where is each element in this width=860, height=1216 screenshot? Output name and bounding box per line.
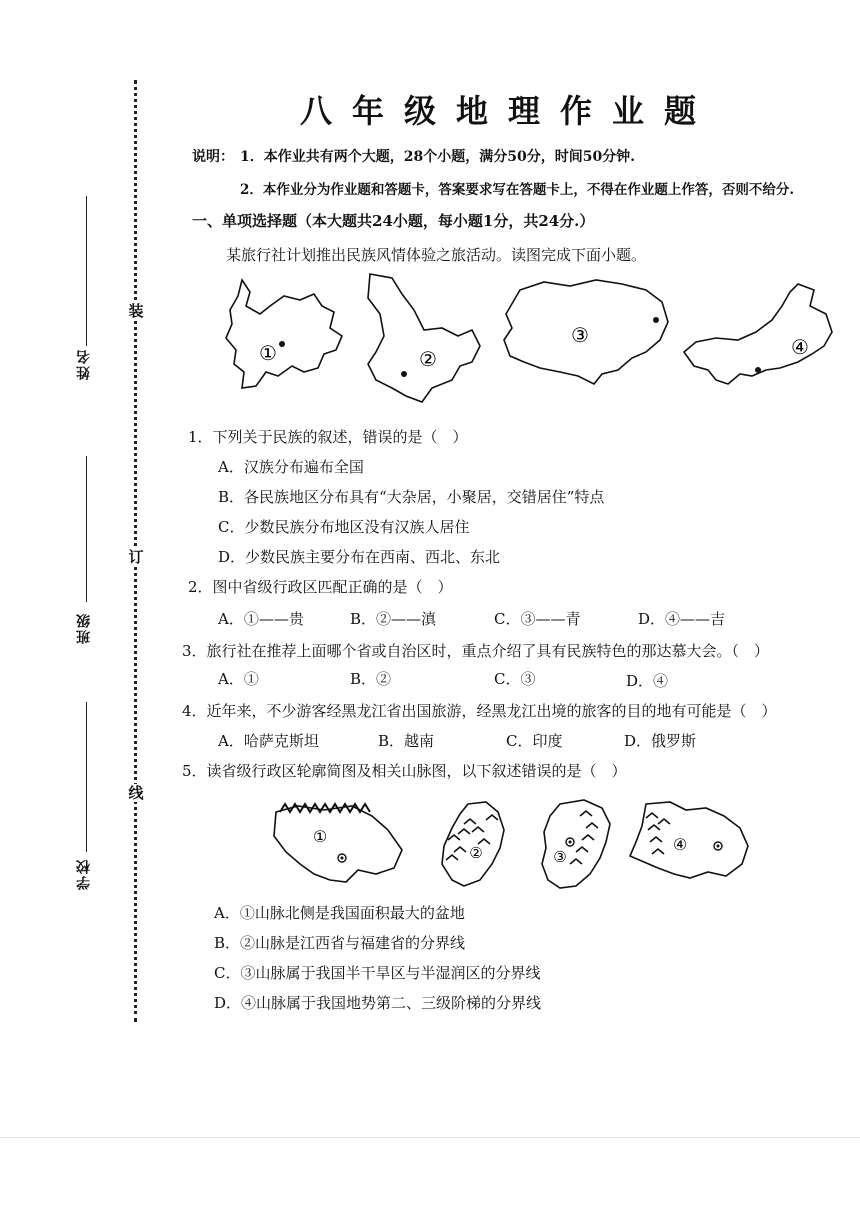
map1-label-3: ③ — [571, 323, 589, 347]
question-1-option-c: C．少数民族分布地区没有汉族人居住 — [218, 518, 470, 536]
question-2-option-b: B．②——滇 — [350, 610, 437, 628]
map2-label-1: ① — [312, 827, 328, 846]
map1-label-2: ② — [419, 347, 437, 371]
question-2-option-d: D．④——吉 — [638, 610, 726, 628]
question-2-stem: 2．图中省级行政区匹配正确的是（ ） — [188, 578, 453, 596]
question-4-option-c: C．印度 — [506, 732, 563, 750]
question-3-option-b: B．② — [350, 670, 392, 688]
province-mountain-2-map — [434, 800, 514, 888]
province-mountain-1-map — [268, 794, 408, 886]
name-field-label: 姓名 — [76, 348, 92, 380]
question-5-stem: 5．读省级行政区轮廓简图及相关山脉图，以下叙述错误的是（ ） — [182, 762, 627, 780]
question-3-stem: 3．旅行社在推荐上面哪个省或自治区时，重点介绍了具有民族特色的那达慕大会。（ ） — [182, 642, 770, 660]
question-4-option-d: D．俄罗斯 — [624, 732, 697, 750]
instructions-line-2: 2．本作业分为作业题和答题卡，答案要求写在答题卡上，不得在作业题上作答，否则不给分. — [240, 182, 795, 198]
province-outline-4-map — [680, 280, 840, 388]
instructions-prefix: 说明： — [192, 149, 234, 165]
question-3-option-c: C．③ — [494, 670, 536, 688]
school-field-label: 学校 — [76, 858, 92, 890]
province-outline-1-map — [222, 276, 352, 401]
province-outline-2-map — [362, 270, 492, 405]
question-1-option-a: A．汉族分布遍布全国 — [218, 458, 364, 476]
instructions-line-1: 1．本作业共有两个大题，28个小题，满分50分，时间50分钟. — [240, 149, 636, 165]
province-mountain-4-map — [626, 798, 754, 884]
question-3-option-a: A．① — [218, 670, 259, 688]
section-heading: 一、单项选择题（本大题共24小题，每小题1分，共24分.） — [192, 212, 595, 230]
question-2-option-c: C．③——青 — [494, 610, 581, 628]
question-1-option-d: D．少数民族主要分布在西南、西北、东北 — [218, 548, 501, 566]
question-4-option-b: B．越南 — [378, 732, 435, 750]
map2-label-3: ③ — [553, 848, 567, 866]
binding-word-ding: 订 — [124, 548, 148, 566]
question-5-option-c: C．③山脉属于我国半干旱区与半湿润区的分界线 — [214, 964, 541, 982]
school-blank-line — [86, 702, 87, 852]
question-4-option-a: A．哈萨克斯坦 — [218, 732, 319, 750]
province-mountain-3-map — [536, 796, 616, 892]
section-intro: 某旅行社计划推出民族风情体验之旅活动。读图完成下面小题。 — [226, 246, 647, 264]
question-1-stem: 1．下列关于民族的叙述，错误的是（ ） — [188, 428, 468, 446]
question-1-option-b: B．各民族地区分布具有“大杂居，小聚居，交错居住”特点 — [218, 488, 605, 506]
page-bottom-divider — [0, 1137, 860, 1138]
class-blank-line — [86, 456, 87, 602]
question-5-option-b: B．②山脉是江西省与福建省的分界线 — [214, 934, 466, 952]
map2-label-4: ④ — [672, 835, 688, 854]
name-blank-line — [86, 196, 87, 346]
map1-label-4: ④ — [791, 335, 809, 359]
question-5-option-a: A．①山脉北侧是我国面积最大的盆地 — [214, 904, 465, 922]
binding-word-zhuang: 装 — [124, 302, 148, 320]
map2-label-2: ② — [469, 844, 483, 862]
question-2-option-a: A．①——贵 — [218, 610, 304, 628]
binding-word-xian: 线 — [124, 784, 148, 802]
question-5-option-d: D．④山脉属于我国地势第二、三级阶梯的分界线 — [214, 994, 542, 1012]
map1-label-1: ① — [259, 341, 277, 365]
province-outline-3-map — [500, 278, 675, 386]
question-3-option-d: D．④ — [626, 672, 669, 690]
page-title: 八年级地理作业题 — [300, 92, 717, 130]
question-4-stem: 4．近年来，不少游客经黑龙江省出国旅游，经黑龙江出境的旅客的目的地有可能是（ ） — [182, 702, 777, 720]
class-field-label: 班级 — [76, 612, 92, 644]
